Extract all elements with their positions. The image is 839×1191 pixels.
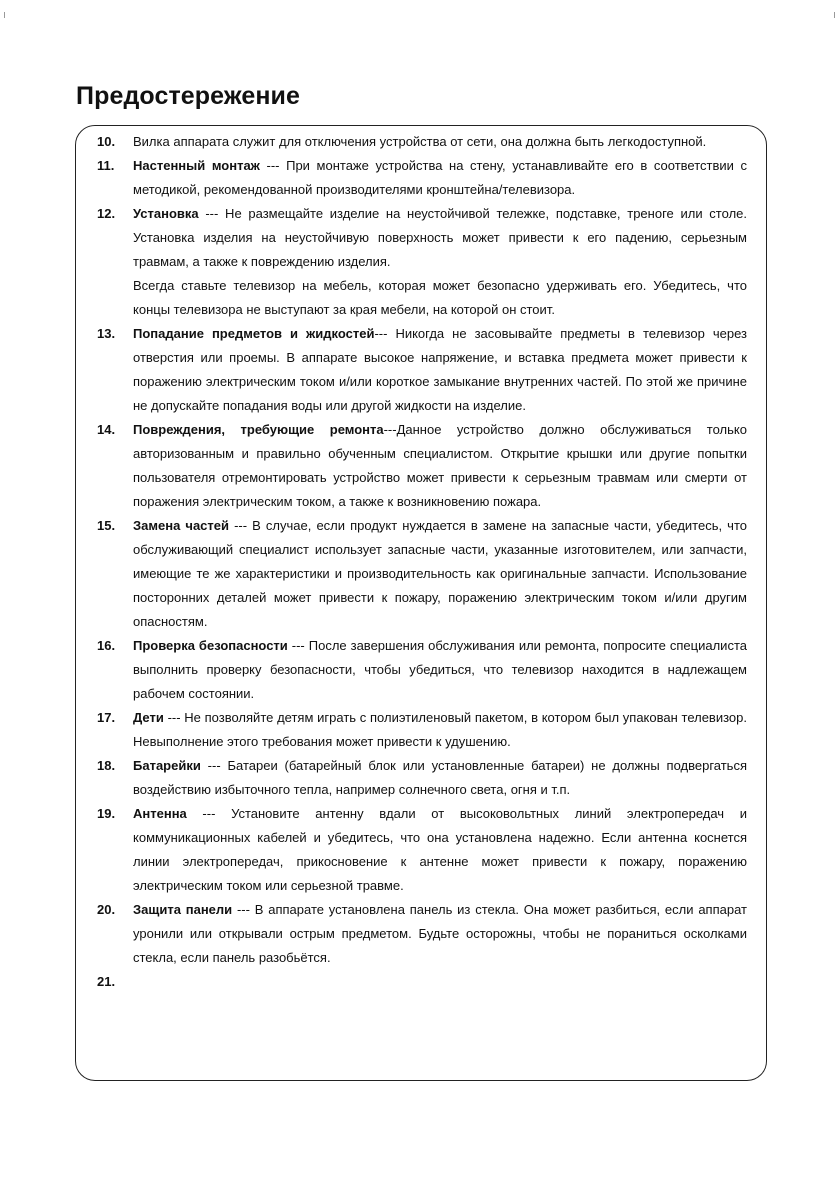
item-text: --- Не позволяйте детям играть с полиэтиленовый пакетом, в котором был упакован телевизор. Невыполнение этого требования может привести к удушению. [133,710,747,749]
item-body [133,202,747,322]
page-title: Предостережение [76,82,301,110]
item-paragraph [133,514,747,634]
item-number: 20. [97,902,116,917]
item-paragraph [133,634,747,706]
item-paragraph [133,898,747,970]
item-paragraph [133,154,747,202]
item-number: 11. [97,158,115,173]
item-heading: Замена частей [133,518,229,533]
item-heading: Настенный монтаж [133,158,260,173]
item-heading: Попадание предметов и жидкостей [133,326,375,341]
list-item [97,754,747,802]
list-item [97,634,747,706]
item-paragraph [133,802,747,898]
item-heading: Антенна [133,806,187,821]
crop-mark-right [834,12,835,18]
list-item [97,970,747,994]
item-heading: Установка [133,206,199,221]
list-item [97,898,747,970]
item-heading: Батарейки [133,758,201,773]
item-paragraph [133,418,747,514]
item-number: 16. [97,638,116,653]
item-text: --- В аппарате установлена панель из стекла. Она может разбиться, если аппарат уронили или открывали острым предметом. Будьте осторожны, чтобы не пораниться осколками стекла, если панель разобьётся. [133,902,747,965]
item-text: ---Данное устройство должно обслуживаться только авторизованным и правильно обученным специалистом. Открытие крышки или другие попытки пользователя отремонтировать устройство может привести к серьезным травмам или смерти от поражения электрическим током, а также к возникновению пожара. [133,422,747,509]
item-number: 10. [97,134,116,149]
crop-mark-left [4,12,5,18]
list-item [97,802,747,898]
list-item [97,322,747,418]
item-body [133,154,747,202]
item-body [133,322,747,418]
item-number: 18. [97,758,116,773]
item-body [133,418,747,514]
list-item [97,130,747,154]
item-heading: Защита панели [133,902,233,917]
list-item [97,154,747,202]
item-body [133,754,747,802]
item-number: 17. [97,710,116,725]
item-text: --- В случае, если продукт нуждается в замене на запасные части, убедитесь, что обслуживающий специалист использует запасные части, указанные изготовителем, или запчасти, имеющие те же характеристики и производительность как оригинальные запчасти. Использование посторонних деталей может привести к пожару, поражению электрическим током и/или другим опасностям. [133,518,747,629]
item-heading: Повреждения, требующие ремонта [133,422,384,437]
item-heading: Проверка безопасности [133,638,288,653]
item-number: 19. [97,806,116,821]
item-body [133,802,747,898]
item-paragraph [133,706,747,754]
item-paragraph [133,202,747,274]
item-body [133,514,747,634]
item-body [133,706,747,754]
item-number: 12. [97,206,116,221]
item-body [133,130,747,154]
list-item [97,514,747,634]
item-number: 13. [97,326,116,341]
item-paragraph [133,322,747,418]
list-item [97,202,747,322]
item-number: 14. [97,422,116,437]
list-item [97,418,747,514]
item-heading: Дети [133,710,164,725]
item-number: 15. [97,518,116,533]
list-item [97,706,747,754]
item-number: 21. [97,974,116,989]
item-text: --- После завершения обслуживания или ремонта, попросите специалиста выполнить проверку безопасности, чтобы убедиться, что телевизор находится в надлежащем рабочем состоянии. [133,638,747,701]
item-paragraph [133,754,747,802]
item-text: --- Установите антенну вдали от высоковольтных линий электропередач и коммуникационных кабелей и убедитесь, что она установлена надежно. Если антенна коснется линии электропередач, прикосновение к антенне может привести к пожару, поражению электрическим током или серьезной травме. [133,806,747,893]
item-paragraph [133,130,747,154]
item-extra-paragraph: Всегда ставьте телевизор на мебель, которая может безопасно удерживать его. Убедитесь, что концы телевизора не выступают за края мебели, на которой он стоит. [133,278,747,317]
precautions-list [97,130,747,994]
item-text: --- Никогда не засовывайте предметы в телевизор через отверстия или проемы. В аппарате высокое напряжение, и вставка предмета может привести к поражению электрическим током и/или короткое замыкание внутренних частей. По этой же причине не допускайте попадания воды или другой жидкости на изделие. [133,326,747,413]
item-body [133,634,747,706]
item-text: --- Батареи (батарейный блок или установленные батареи) не должны подвергаться воздействию избыточного тепла, например солнечного света, огня и т.п. [133,758,747,797]
item-text: --- Не размещайте изделие на неустойчивой тележке, подставке, треноге или столе. Установка изделия на неустойчивую поверхность может привести к его падению, серьезным травмам, а также к повреждению изделия. [133,206,747,269]
item-body [133,898,747,970]
item-text: --- При монтаже устройства на стену, устанавливайте его в соответствии с методикой, рекомендованной производителями кронштейна/телевизора. [133,158,748,197]
item-text: Вилка аппарата служит для отключения устройства от сети, она должна быть легкодоступной. [133,134,707,149]
